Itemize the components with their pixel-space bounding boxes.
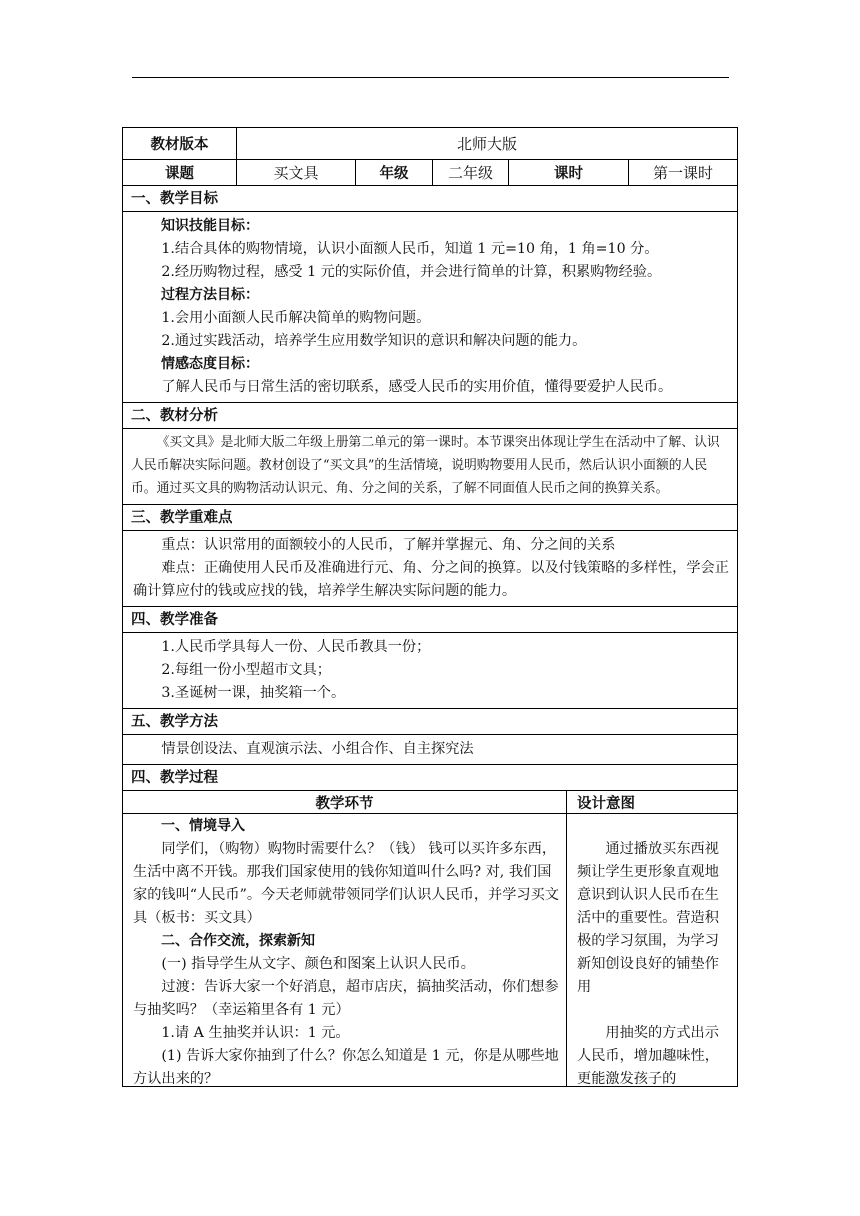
methods-body bbox=[123, 734, 737, 764]
topic-label: 课题 bbox=[165, 166, 194, 182]
lesson-plan-table bbox=[122, 127, 738, 1087]
section2-title: 二、合作交流，探索新知 bbox=[161, 933, 315, 949]
difficulty-text: 难点：正确使用人民币及准确进行元、角、分之间的换算。以及付钱策略的多样性，学会正确计算应付的钱或应找的钱，培养学生解决实际问题的能力。 bbox=[133, 560, 729, 599]
section2-item: 1.请 A 生抽奖并认识：1 元。 bbox=[161, 1025, 350, 1041]
preparation-heading: 四、教学准备 bbox=[123, 606, 737, 632]
section2-item: (一) 指导学生从文字、颜色和图案上认识人民币。 bbox=[161, 956, 475, 972]
key-points-body bbox=[123, 530, 737, 606]
section1-text: 同学们，（购物）购物时需要什么？（钱） 钱可以买许多东西，生活中离不开钱。那我们国家使用的钱你知道叫什么吗? 对, 我们国家的钱叫“人民币”。今天老师就带领同学们认识人民币，并学习买文具（板书：买文具） bbox=[133, 841, 559, 926]
spacer bbox=[577, 815, 731, 838]
goals-heading: 一、教学目标 bbox=[123, 185, 737, 211]
spacer bbox=[577, 999, 731, 1022]
preparation-item: 3.圣诞树一课，抽奖箱一个。 bbox=[161, 685, 346, 701]
methods-heading: 五、教学方法 bbox=[123, 708, 737, 734]
section1-title: 一、情境导入 bbox=[161, 818, 245, 834]
process-heading: 四、教学过程 bbox=[123, 764, 737, 790]
section2-item: 过渡：告诉大家一个好消息，超市店庆，搞抽奖活动，你们想参与抽奖吗？（幸运箱里各有 1 元） bbox=[133, 979, 559, 1018]
header-rule bbox=[132, 77, 729, 78]
teaching-steps-cell bbox=[123, 814, 566, 1086]
intent-text-1: 通过播放买东西视频让学生更形象直观地意识到认识人民币在生活中的重要性。营造积极的学习氛围，为学习新知创设良好的铺垫作用 bbox=[577, 841, 719, 995]
analysis-text: 《买文具》是北师大版二年级上册第二单元的第一课时。本节课突出体现让学生在活动中了解、认识人民币解决实际问题。教材创设了“买文具”的生活情境，说明购物要用人民币，然后认识小面额的人民币。通过买文具的购物活动认识元、角、分之间的关系，了解不同面值人民币之间的换算关系。 bbox=[131, 435, 720, 496]
process-title: 过程方法目标： bbox=[161, 287, 259, 303]
grade-label: 年级 bbox=[355, 160, 432, 185]
period-value: 第一课时 bbox=[628, 160, 737, 185]
goals-body bbox=[123, 211, 737, 402]
analysis-body bbox=[123, 428, 737, 504]
methods-text: 情景创设法、直观演示法、小组合作、自主探究法 bbox=[161, 741, 474, 757]
emotion-text: 了解人民币与日常生活的密切联系，感受人民币的实用价值，懂得要爱护人民币。 bbox=[161, 379, 673, 395]
emotion-title: 情感态度目标： bbox=[161, 356, 259, 372]
lesson-info-row bbox=[123, 159, 737, 185]
preparation-body bbox=[123, 632, 737, 708]
focus-text: 重点：认识常用的面额较小的人民币，了解并掌握元、角、分之间的关系 bbox=[161, 537, 616, 553]
process-body-row bbox=[123, 813, 737, 1086]
column-teaching-steps: 教学环节 bbox=[315, 795, 374, 812]
textbook-version-row bbox=[123, 128, 737, 159]
design-intent-cell bbox=[566, 814, 737, 1086]
section2-item: (1) 告诉大家你抽到了什么？你怎么知道是 1 元，你是从哪些地方认出来的？ bbox=[133, 1048, 559, 1086]
grade-value: 二年级 bbox=[432, 160, 508, 185]
key-points-heading: 三、教学重难点 bbox=[123, 504, 737, 530]
knowledge-item: 2.经历购物过程，感受 1 元的实际价值，并会进行简单的计算，积累购物经验。 bbox=[161, 264, 662, 280]
column-design-intent: 设计意图 bbox=[566, 791, 737, 813]
topic-value: 买文具 bbox=[236, 160, 355, 185]
preparation-item: 1.人民币学具每人一份、人民币教具一份； bbox=[161, 639, 431, 655]
period-label: 课时 bbox=[508, 160, 628, 185]
intent-text-2: 用抽奖的方式出示人民币，增加趣味性，更能激发孩子的 bbox=[577, 1025, 719, 1086]
process-item: 1.会用小面额人民币解决简单的购物问题。 bbox=[161, 310, 431, 326]
textbook-version-label: 教材版本 bbox=[150, 137, 209, 153]
knowledge-item: 1.结合具体的购物情境，认识小面额人民币，知道 1 元=10 角，1 角=10 分。 bbox=[161, 241, 659, 257]
process-column-headers bbox=[123, 790, 737, 813]
analysis-heading: 二、教材分析 bbox=[123, 402, 737, 428]
knowledge-title: 知识技能目标： bbox=[161, 218, 259, 234]
process-item: 2.通过实践活动，培养学生应用数学知识的意识和解决问题的能力。 bbox=[161, 333, 587, 349]
preparation-item: 2.每组一份小型超市文具； bbox=[161, 662, 331, 678]
textbook-version-value: 北师大版 bbox=[236, 128, 737, 159]
